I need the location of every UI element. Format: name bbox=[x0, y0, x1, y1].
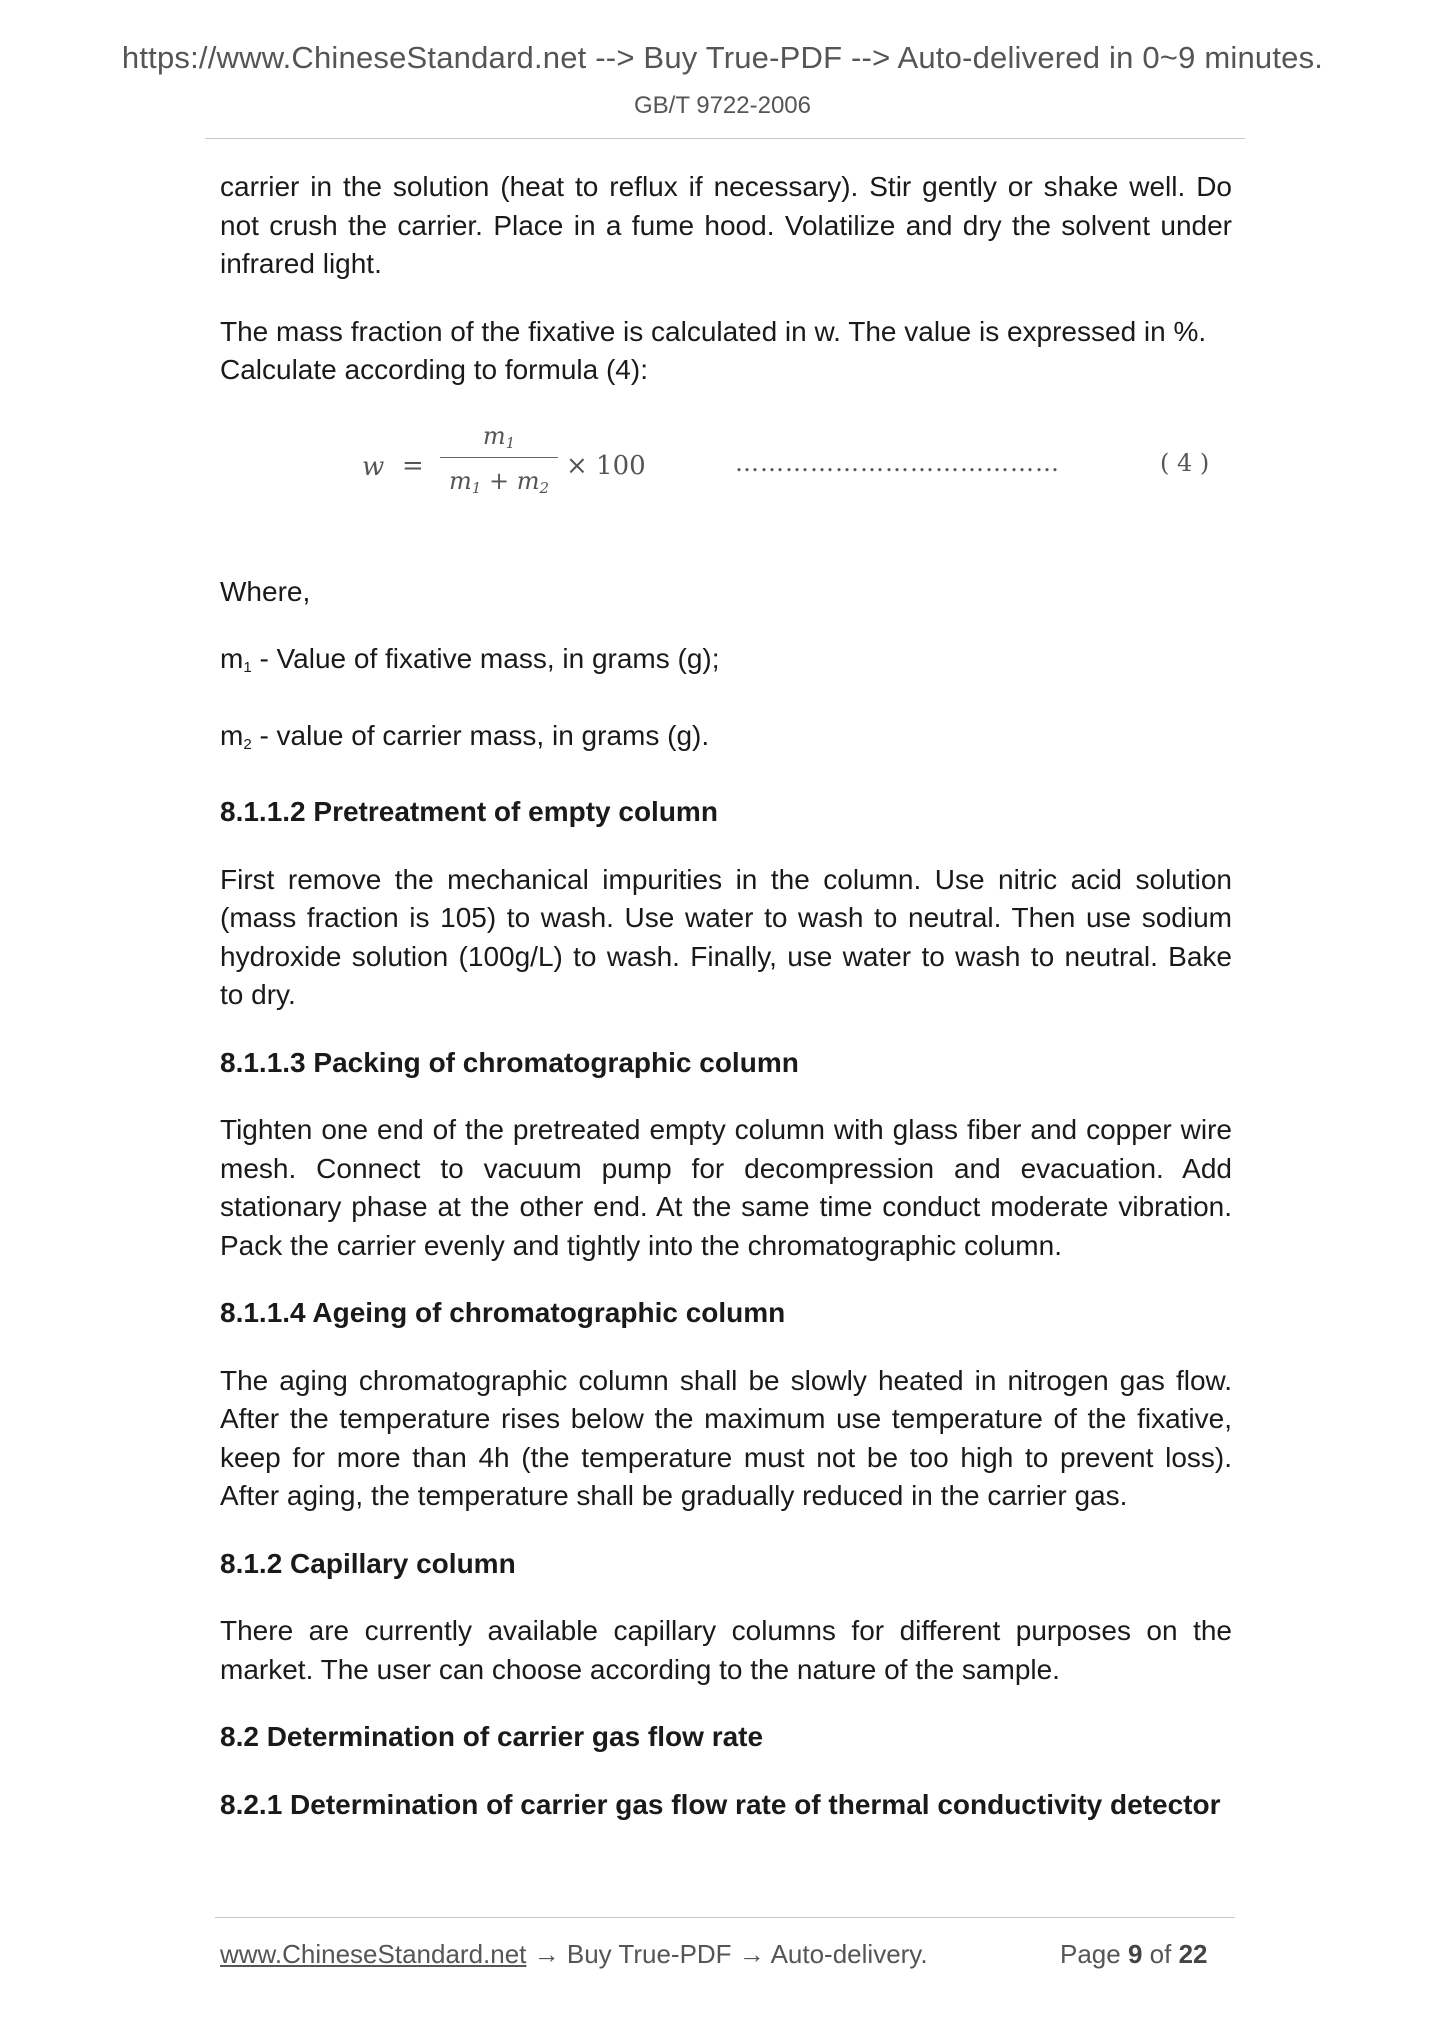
heading-8-2-1: 8.2.1 Determination of carrier gas flow rate of thermal conductivity detector bbox=[220, 1788, 1221, 1820]
paragraph-packing: Tighten one end of the pretreated empty column with glass fiber and copper wire mesh. Connect to vacuum pump for decompression and evacuation. Add stationary phase at the other end. At the same time conduct moderate vibration. Pack the carrier evenly and tightly into the chromatographic column. bbox=[220, 1114, 1232, 1261]
footer-tagline: → Buy True-PDF → Auto-delivery. bbox=[526, 1939, 928, 1969]
formula-4 bbox=[220, 419, 1232, 529]
formula-fraction-bar bbox=[440, 457, 558, 458]
formula-lhs: w bbox=[362, 451, 385, 482]
page-indicator: Page 9 of 22 bbox=[1060, 1939, 1208, 1969]
page-body bbox=[220, 168, 1232, 1853]
definition-m2: $m_2$ - value of carrier mass, in grams (g). bbox=[220, 719, 710, 753]
header-standard-id: GB/T 9722-2006 bbox=[633, 92, 811, 119]
footer-left bbox=[220, 1939, 928, 1970]
formula-leader-dots: ………………………………… bbox=[735, 448, 1060, 477]
paragraph-capillary: There are currently available capillary columns for different purposes on the market. The user can choose according to the nature of the sample. bbox=[220, 1615, 1232, 1685]
header-divider bbox=[205, 138, 1245, 139]
paragraph-pretreatment: First remove the mechanical impurities in the column. Use nitric acid solution (mass fraction is 105) to wash. Use water to wash to neutral. Then use sodium hydroxide solution (100g/L) to wash. Finally, use water to wash to neutral. Bake to dry. bbox=[220, 863, 1232, 1010]
footer-site-link[interactable]: www.ChineseStandard.net bbox=[220, 1939, 527, 1969]
heading-8-2: 8.2 Determination of carrier gas flow rate bbox=[220, 1721, 764, 1752]
paragraph-carrier-solution: carrier in the solution (heat to reflux if necessary). Stir gently or shake well. Do not crush the carrier. Place in a fume hood. Volatilize and dry the solvent under infrared light. bbox=[220, 171, 1232, 279]
total-pages: 22 bbox=[1178, 1939, 1208, 1969]
formula-equals: = bbox=[402, 450, 424, 481]
formula-fraction bbox=[440, 419, 558, 505]
paragraph-ageing: The aging chromatographic column shall be slowly heated in nitrogen gas flow. After the temperature rises below the maximum use temperature of the fixative, keep for more than 4h (the temperature must not be too high to prevent loss). After aging, the temperature shall be gradually reduced in the carrier gas. bbox=[220, 1364, 1232, 1511]
formula-times-100: × 100 bbox=[566, 450, 646, 481]
formula-number: ( 4 ) bbox=[1160, 448, 1210, 477]
heading-8-1-1-2: 8.1.1.2 Pretreatment of empty column bbox=[220, 796, 718, 827]
heading-8-1-2: 8.1.2 Capillary column bbox=[220, 1547, 516, 1579]
current-page: 9 bbox=[1127, 1939, 1143, 1969]
definition-m1: $m_1$ - Value of fixative mass, in grams (g); bbox=[220, 643, 720, 676]
heading-8-1-1-3: 8.1.1.3 Packing of chromatographic column bbox=[220, 1046, 799, 1078]
heading-8-1-1-4: 8.1.1.4 Ageing of chromatographic column bbox=[220, 1297, 786, 1328]
paragraph-mass-fraction: The mass fraction of the fixative is calculated in w. The value is expressed in %. Calculate according to formula (4): bbox=[220, 315, 1207, 385]
formula-denominator: $m_1 + m_2$ bbox=[449, 466, 549, 497]
header-url-line[interactable]: https://www.ChineseStandard.net --> Buy True-PDF --> Auto-delivered in 0~9 minutes. bbox=[121, 40, 1324, 75]
where-label: Where, bbox=[220, 575, 311, 607]
footer-divider bbox=[215, 1917, 1235, 1918]
formula-numerator: $m_1$ bbox=[482, 421, 516, 452]
